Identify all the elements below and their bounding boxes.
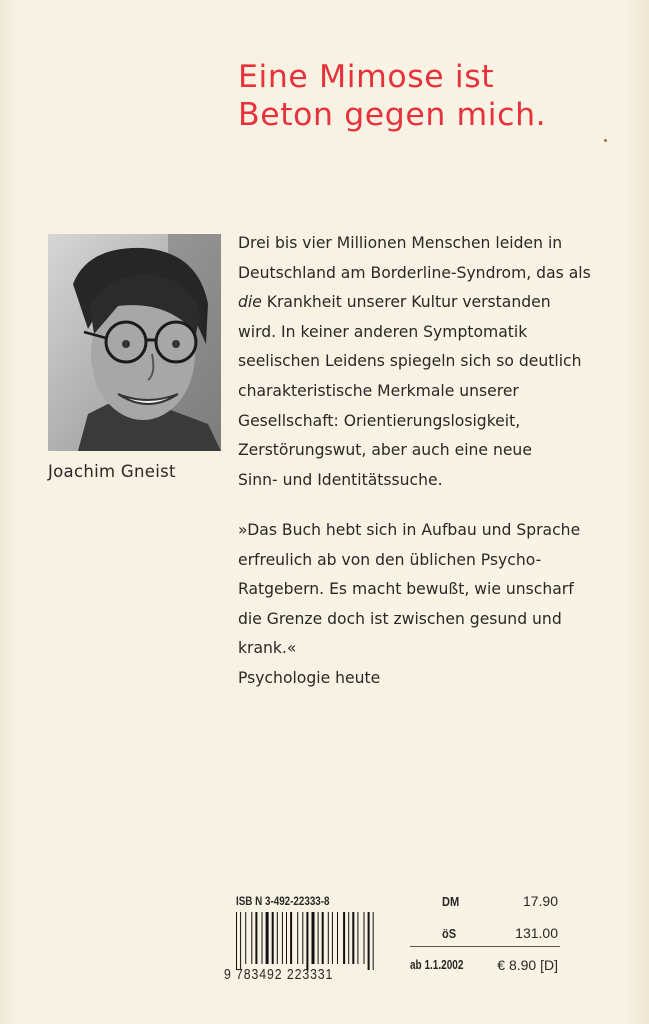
- barcode-digits: 9 783492 223331: [224, 966, 334, 983]
- quote-line: die Grenze doch ist zwischen gesund und: [238, 609, 562, 628]
- price-row-euro: [410, 958, 560, 972]
- barcode-bar: [255, 912, 257, 964]
- author-portrait-image: [48, 234, 221, 451]
- barcode-bar: [357, 912, 358, 964]
- book-blurb: [238, 229, 628, 495]
- quote-line: erfreulich ab von den üblichen Psycho-: [238, 550, 542, 569]
- currency-os: öS: [442, 926, 457, 941]
- barcode-bar: [286, 912, 287, 964]
- barcode-bar: [251, 912, 252, 964]
- price-block: [410, 890, 560, 973]
- price-row-os: [410, 922, 560, 946]
- barcode-bar: [266, 912, 269, 964]
- barcode-bar: [322, 912, 324, 964]
- blurb-line: Zerstörungswut, aber auch eine neue: [238, 441, 532, 460]
- barcode-bar: [328, 912, 329, 964]
- barcode-bar: [282, 912, 283, 964]
- barcode-bar: [297, 912, 298, 964]
- blurb-emphasis: die: [238, 293, 262, 312]
- price-os: 131.00: [515, 925, 558, 941]
- barcode-bar: [343, 912, 345, 964]
- euro-valid-date: ab 1.1.2002: [410, 958, 464, 972]
- barcode-bar: [364, 912, 365, 964]
- barcode-bar: [332, 912, 333, 964]
- price-euro: € 8.90 [D]: [497, 957, 558, 973]
- barcode-bar: [272, 912, 274, 964]
- barcode-bar: [348, 912, 349, 964]
- barcode-bar: [352, 912, 354, 964]
- price-divider: [410, 946, 560, 947]
- author-photo: [48, 234, 221, 451]
- quote-line: »Das Buch hebt sich in Aufbau und Sprache: [238, 521, 581, 539]
- barcode-bar: [277, 912, 278, 964]
- blurb-line: wird. In keiner anderen Symptomatik: [238, 322, 528, 341]
- price-dm: 17.90: [522, 893, 558, 909]
- review-quote: [238, 516, 628, 694]
- barcode-bar: [306, 912, 308, 970]
- barcode-image: [234, 912, 399, 970]
- headline-line-2: Beton gegen mich.: [238, 97, 547, 133]
- blurb-line: seelischen Leidens spiegeln sich so deutlich: [238, 352, 582, 371]
- quote-line: krank.«: [238, 639, 297, 658]
- barcode-bar: [240, 912, 241, 970]
- blurb-line: Deutschland am Borderline-Syndrom, das als: [238, 263, 591, 282]
- barcode-bar: [262, 912, 263, 964]
- isbn-label: ISB N 3-492-22333-8: [236, 894, 330, 908]
- print-speck: [604, 139, 607, 142]
- author-caption: Joachim Gneist: [48, 462, 176, 481]
- blurb-line: Gesellschaft: Orientierungslosigkeit,: [238, 411, 521, 430]
- barcode-bar: [368, 912, 370, 970]
- barcode-bar: [312, 912, 315, 964]
- quote-source: Psychologie heute: [238, 668, 381, 687]
- headline: [238, 58, 618, 134]
- barcode-bar: [318, 912, 319, 964]
- headline-line-1: Eine Mimose ist: [238, 59, 495, 95]
- barcode-bar: [236, 912, 237, 970]
- blurb-line: [238, 288, 628, 318]
- blurb-line-rest: Krankheit unserer Kultur verstanden: [261, 293, 551, 312]
- blurb-line: Drei bis vier Millionen Menschen leiden in: [238, 234, 563, 252]
- price-row-dm: [410, 890, 560, 914]
- quote-line: Ratgebern. Es macht bewußt, wie unscharf: [238, 580, 574, 599]
- barcode-bar: [245, 912, 246, 964]
- barcode-bar: [337, 912, 338, 964]
- currency-dm: DM: [442, 894, 460, 909]
- barcode-bar: [290, 912, 292, 964]
- blurb-line: Sinn- und Identitätssuche.: [238, 470, 443, 489]
- blurb-line: charakteristische Merkmale unserer: [238, 381, 519, 400]
- barcode-bar: [373, 912, 374, 970]
- barcode-bar: [302, 912, 303, 964]
